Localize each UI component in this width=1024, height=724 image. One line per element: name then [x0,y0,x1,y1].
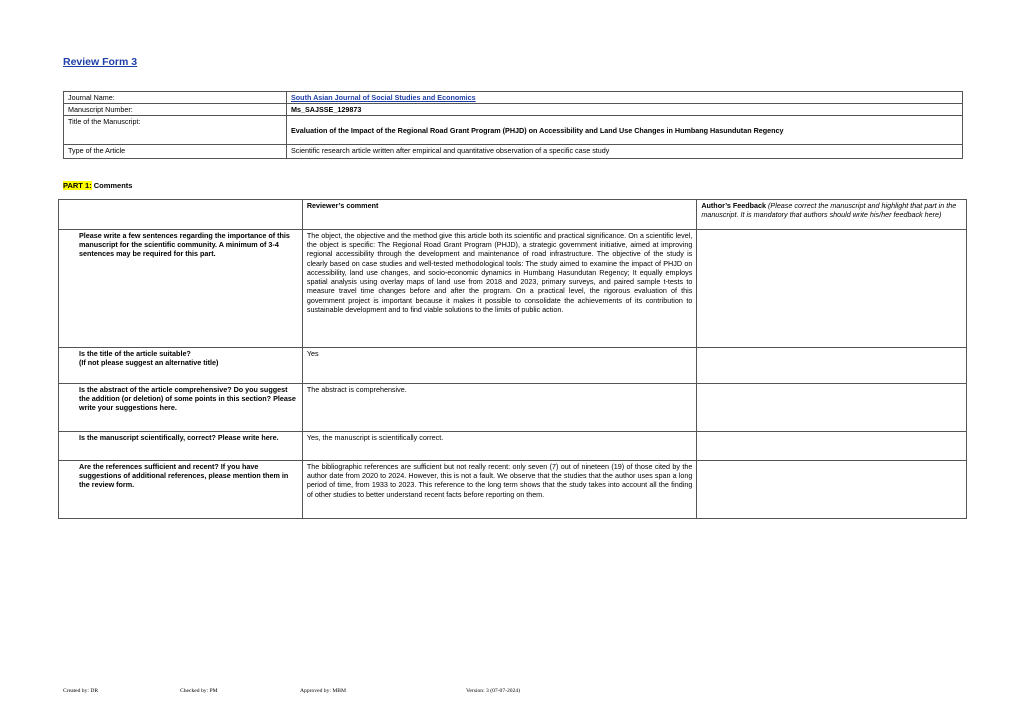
table-row [59,348,967,384]
reviewer-comment-cell: The abstract is comprehensive. [302,384,696,432]
reviewer-comment-cell: Yes, the manuscript is scientifically correct. [302,432,696,461]
reviewer-comment-header: Reviewer’s comment [302,200,696,230]
question-cell: Is the title of the article suitable? (If not please suggest an alternative title) [59,348,303,384]
author-feedback-header-title: Author’s Feedback [701,201,767,210]
manuscript-number-row [64,104,963,116]
comments-table [58,199,967,519]
manuscript-number-value: Ms_SAJSSE_129873 [287,104,963,116]
author-feedback-cell[interactable] [697,432,967,461]
footer-version: Version: 3 (07-07-2024) [466,688,521,694]
question-cell: Are the references sufficient and recent? If you have suggestions of additional references, please mention them in the review form. [59,461,303,519]
form-title: Review Form 3 [63,56,138,68]
author-feedback-cell[interactable] [697,461,967,519]
question-cell: Is the manuscript scientifically, correct? Please write here. [59,432,303,461]
reviewer-comment-cell: The object, the objective and the method give this article both its scientific and practical significance. On a scientific level, the object is specific: The Regional Road Grant Program (PHJD), a strategic government initiative, aimed at improving regional accessibility through the development and maintenance of road infrastructure. The objective of the study is clearly based on case studies and well-tested methodological tools: The study aimed to examine the impact of PHJD on accessibility, land use changes, and socio-economic dynamics in Humbang Hasundutan Regency; It equally employs spatial analysis using overlay maps of land use from 2018 and 2023, primary surveys, and paired sample t-tests to measure travel time changes before and after the program. On a practical level, the rigorous evaluation of this government project is important because it makes it possible to consolidate the achievements of its contribution to sustainable development and to find viable solutions to the limits of public action. [302,230,696,348]
part-heading [63,181,132,190]
part-title: Comments [91,181,133,190]
author-feedback-header [697,200,967,230]
comments-header-row [59,200,967,230]
manuscript-number-label: Manuscript Number: [64,104,287,116]
author-feedback-header-note: (Please correct the manuscript and highlight that part in the manuscript. It is mandatory that authors should write his/her feedback here) [701,201,957,220]
table-row [59,461,967,519]
journal-row [64,92,963,104]
question-cell: Please write a few sentences regarding the importance of this manuscript for the scientific community. A minimum of 3-4 sentences may be required for this part. [59,230,303,348]
table-row [59,230,967,348]
manuscript-title-value: Evaluation of the Impact of the Regional Road Grant Program (PHJD) on Accessibility and Land Use Changes in Humbang Hasundutan Regency [287,116,963,145]
article-type-row [64,145,963,159]
manuscript-info-table [63,91,963,159]
footer-checked-by: Checked by: PM [180,688,218,694]
author-feedback-cell[interactable] [697,230,967,348]
author-feedback-cell[interactable] [697,384,967,432]
manuscript-title-label: Title of the Manuscript: [64,116,287,145]
reviewer-comment-cell: The bibliographic references are sufficient but not really recent: only seven (7) out of nineteen (19) of those cited by the author date from 2020 to 2024. However, this is not a fault. We observe that the studies that the author uses span a long period of time, from 1933 to 2023. This reference to the long term shows that the study takes into account all the finding of other studies to better understand recent facts before reporting on them. [302,461,696,519]
article-type-value: Scientific research article written after empirical and quantitative observation of a specific case study [287,145,963,159]
journal-link[interactable]: South Asian Journal of Social Studies and Economics [291,93,476,102]
footer-created-by: Created by: DR [63,688,99,694]
manuscript-title-row [64,116,963,145]
article-type-label: Type of the Article [64,145,287,159]
question-cell: Is the abstract of the article comprehensive? Do you suggest the addition (or deletion) of some points in this section? Please write your suggestions here. [59,384,303,432]
reviewer-comment-cell: Yes [302,348,696,384]
footer-approved-by: Approved by: MBM [300,688,346,694]
part-label: PART 1: [63,181,92,190]
table-row [59,432,967,461]
question-header-cell [59,200,303,230]
table-row [59,384,967,432]
journal-value-cell [287,92,963,104]
author-feedback-cell[interactable] [697,348,967,384]
journal-label: Journal Name: [64,92,287,104]
